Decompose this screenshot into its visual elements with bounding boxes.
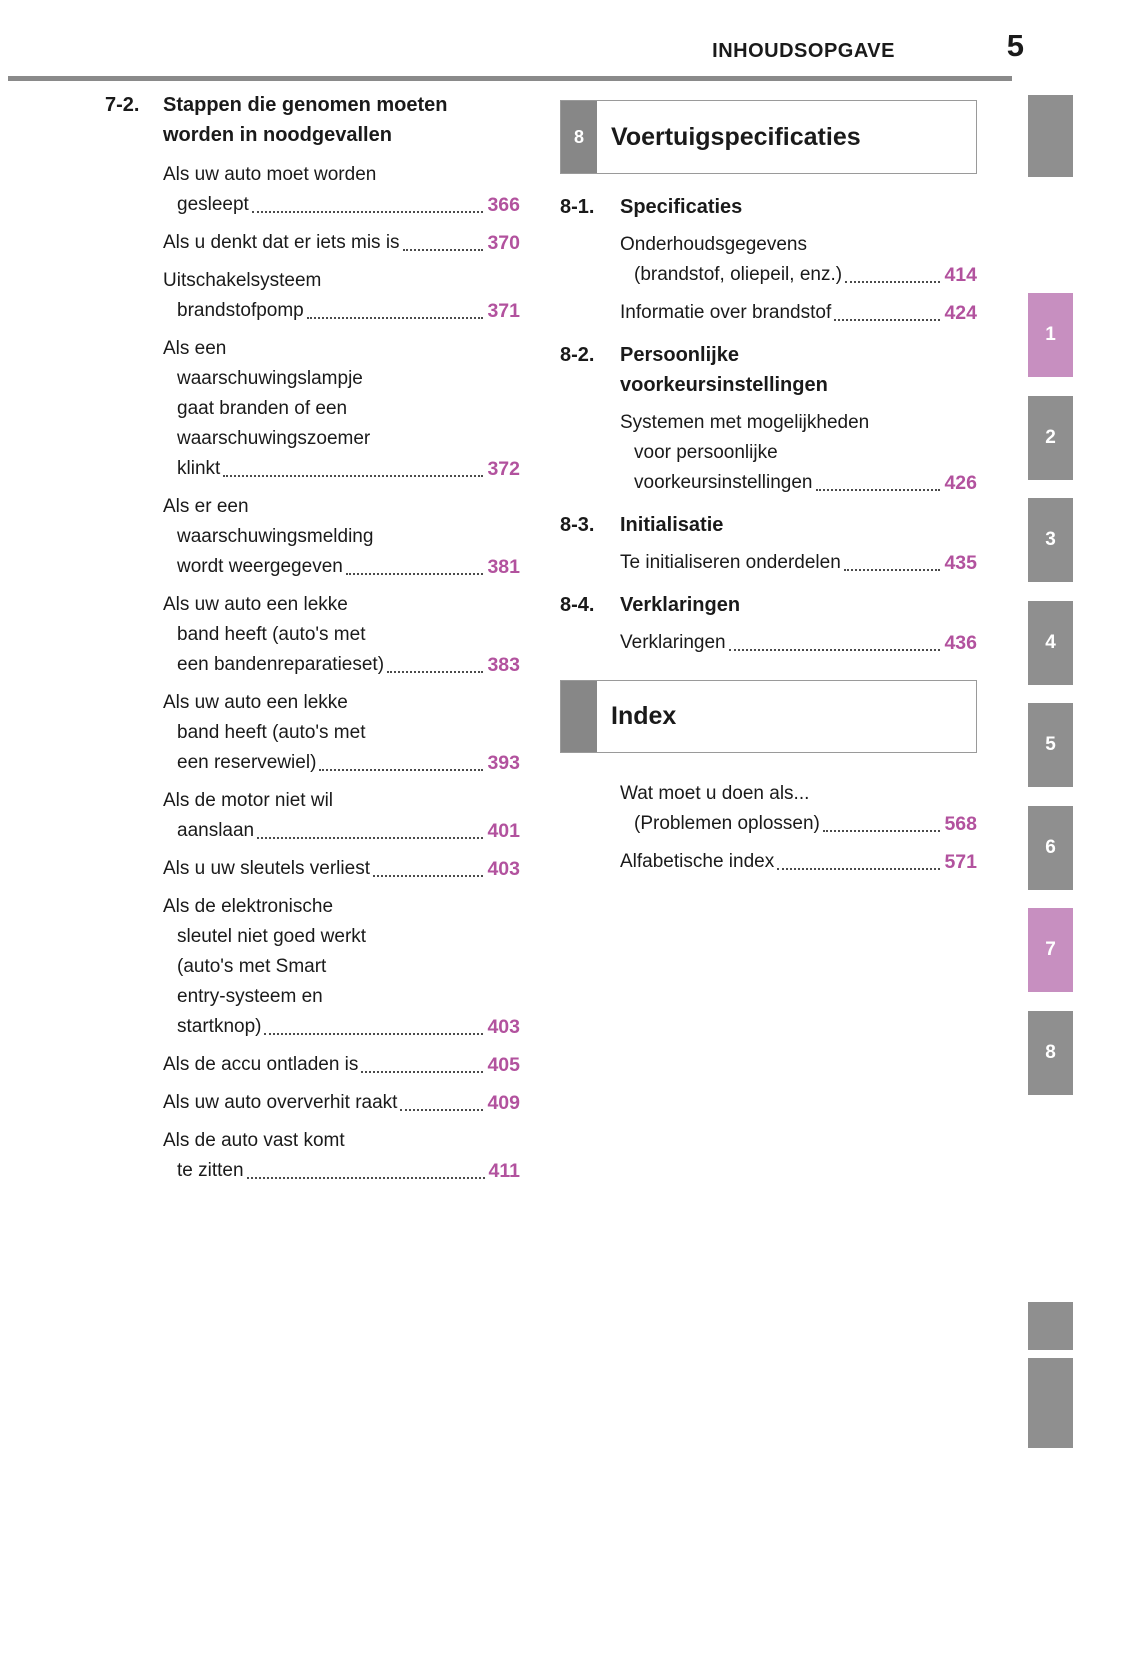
entry-last-line — [620, 260, 977, 290]
entry-last-line — [163, 296, 520, 326]
toc-entry — [163, 892, 520, 1042]
entry-last-line — [163, 650, 520, 680]
dot-leader — [387, 671, 483, 673]
entry-last-line — [620, 468, 977, 498]
chapter-tab-6: 6 — [1028, 806, 1073, 890]
dot-leader — [307, 317, 484, 319]
toc-entry — [620, 847, 977, 877]
dot-leader — [823, 830, 941, 832]
entry-last-line — [620, 548, 977, 578]
entry-text-line: sleutel niet goed werkt — [177, 926, 367, 947]
entry-page-number: 370 — [487, 232, 520, 254]
entry-page-number: 383 — [487, 654, 520, 676]
entry-page-number: 366 — [487, 194, 520, 216]
dot-leader — [729, 649, 941, 651]
entry-text-line: Als een — [163, 338, 227, 359]
dot-leader — [777, 868, 940, 870]
index-box-tab — [561, 681, 597, 752]
dot-leader — [257, 837, 483, 839]
entry-text: Te initialiseren onderdelen — [620, 552, 841, 573]
entry-last-line — [163, 454, 520, 484]
entry-text-line: waarschuwingszoemer — [177, 428, 371, 449]
section-title-line: Initialisatie — [620, 514, 724, 536]
chapter-sections — [560, 192, 977, 658]
entry-text: aanslaan — [177, 820, 255, 841]
toc-entry — [163, 786, 520, 846]
entry-text-line: Als uw auto een lekke — [163, 692, 348, 713]
entry-text-line: Als uw auto moet worden — [163, 164, 377, 185]
toc-entries-left — [163, 160, 520, 1186]
section-entries — [620, 548, 977, 578]
section-heading — [560, 510, 977, 540]
section-title-line: Stappen die genomen moeten — [163, 94, 448, 116]
section-title — [620, 340, 828, 400]
entry-text: klinkt — [177, 458, 221, 479]
section-title — [620, 590, 740, 620]
entry-text: startknop) — [177, 1016, 262, 1037]
entry-text: wordt weergegeven — [177, 556, 343, 577]
section-heading — [560, 340, 977, 400]
toc-entry — [163, 1126, 520, 1186]
entry-page-number: 414 — [944, 264, 977, 286]
section-number: 8-4. — [560, 594, 595, 616]
toc-entry — [163, 334, 520, 484]
entry-page-number: 424 — [944, 302, 977, 324]
toc-entry — [163, 1088, 520, 1118]
entry-text-line: Als de elektronische — [163, 896, 334, 917]
entry-text: Als u denkt dat er iets mis is — [163, 232, 400, 253]
dot-leader — [361, 1071, 483, 1073]
section-title-line: voorkeursinstellingen — [620, 374, 828, 396]
entry-text: brandstofpomp — [177, 300, 304, 321]
header-page-number: 5 — [1006, 28, 1024, 63]
entry-text: gesleept — [177, 194, 249, 215]
entry-page-number: 403 — [487, 1016, 520, 1038]
entry-text: Als de accu ontladen is — [163, 1054, 359, 1075]
entry-text-line: Onderhoudsgegevens — [620, 234, 807, 255]
entry-text-line: Wat moet u doen als... — [620, 783, 810, 804]
index-box — [560, 680, 977, 753]
entry-text: Als u uw sleutels verliest — [163, 858, 370, 879]
entry-page-number: 411 — [488, 1160, 520, 1182]
entry-text: Alfabetische index — [620, 851, 775, 872]
entry-page-number: 409 — [487, 1092, 520, 1114]
section-title — [620, 192, 742, 222]
entry-text-line: Als de motor niet wil — [163, 790, 334, 811]
toc-entry — [163, 228, 520, 258]
entry-page-number: 436 — [944, 632, 977, 654]
chapter-tab-blank — [1028, 1302, 1073, 1350]
entry-last-line — [620, 628, 977, 658]
entry-last-line — [163, 228, 520, 258]
entry-text-line: Als er een — [163, 496, 249, 517]
toc-entry — [620, 548, 977, 578]
entry-page-number: 393 — [487, 752, 520, 774]
section-entries — [620, 628, 977, 658]
header-rule — [8, 76, 1012, 81]
dot-leader — [223, 475, 483, 477]
entry-page-number: 435 — [944, 552, 977, 574]
chapter-box-title: Voertuigspecificaties — [611, 122, 861, 151]
section-number: 8-1. — [560, 196, 595, 218]
chapter-tab-8: 8 — [1028, 1011, 1073, 1095]
entry-page-number: 371 — [487, 300, 520, 322]
section-heading — [560, 590, 977, 620]
entry-text-line: gaat branden of een — [177, 398, 348, 419]
dot-leader — [252, 211, 484, 213]
toc-entry — [620, 298, 977, 328]
section-heading — [560, 192, 977, 222]
dot-leader — [816, 489, 941, 491]
toc-entry — [620, 408, 977, 498]
section-number: 8-2. — [560, 344, 595, 366]
section-number: 8-3. — [560, 514, 595, 536]
entry-text-line: Uitschakelsysteem — [163, 270, 322, 291]
entry-page-number: 426 — [944, 472, 977, 494]
index-box-title: Index — [611, 702, 677, 730]
entry-last-line — [620, 847, 977, 877]
section-title-line: Specificaties — [620, 196, 743, 218]
entry-last-line — [163, 748, 520, 778]
chapter-tab-blank — [1028, 95, 1073, 177]
chapter-box — [560, 100, 977, 174]
entry-last-line — [163, 1088, 520, 1118]
entry-text: (Problemen oplossen) — [634, 813, 820, 834]
entry-text: Informatie over brandstof — [620, 302, 832, 323]
entry-last-line — [163, 816, 520, 846]
section-title — [163, 90, 447, 150]
entry-last-line — [620, 809, 977, 839]
dot-leader — [834, 319, 940, 321]
toc-entry — [163, 160, 520, 220]
toc-entry — [620, 779, 977, 839]
entry-page-number: 403 — [487, 858, 520, 880]
entry-text: Als uw auto oververhit raakt — [163, 1092, 398, 1113]
toc-entry — [163, 854, 520, 884]
dot-leader — [346, 573, 484, 575]
chapter-tab-7: 7 — [1028, 908, 1073, 992]
dot-leader — [403, 249, 484, 251]
dot-leader — [845, 281, 940, 283]
toc-entry — [620, 230, 977, 290]
chapter-tab-2: 2 — [1028, 396, 1073, 480]
dot-leader — [844, 569, 941, 571]
chapter-box-tab: 8 — [561, 101, 597, 173]
entry-last-line — [163, 1050, 520, 1080]
entry-text-line: Als de auto vast komt — [163, 1130, 345, 1151]
dot-leader — [247, 1177, 485, 1179]
dot-leader — [319, 769, 483, 771]
toc-entries-index — [620, 779, 977, 877]
entry-text-line: (auto's met Smart — [177, 956, 327, 977]
left-column — [105, 90, 520, 1194]
entry-text-line: band heeft (auto's met — [177, 624, 366, 645]
entry-text-line: Systemen met mogelijkheden — [620, 412, 870, 433]
entry-text-line: waarschuwingsmelding — [177, 526, 374, 547]
entry-page-number: 372 — [487, 458, 520, 480]
entry-text: een bandenreparatieset) — [177, 654, 385, 675]
entry-page-number: 571 — [944, 851, 977, 873]
entry-page-number: 405 — [487, 1054, 520, 1076]
section-title-line: Persoonlijke — [620, 344, 739, 366]
toc-entry — [163, 590, 520, 680]
entry-last-line — [620, 298, 977, 328]
toc-entry — [620, 628, 977, 658]
dot-leader — [400, 1109, 483, 1111]
section-title-line: worden in noodgevallen — [163, 124, 392, 146]
dot-leader — [373, 875, 483, 877]
entry-text: Verklaringen — [620, 632, 726, 653]
entry-text-line: band heeft (auto's met — [177, 722, 366, 743]
right-column — [560, 100, 977, 885]
entry-text-line: waarschuwingslampje — [177, 368, 363, 389]
chapter-tab-4: 4 — [1028, 601, 1073, 685]
entry-text: een reservewiel) — [177, 752, 317, 773]
entry-text-line: voor persoonlijke — [634, 442, 778, 463]
section-title-line: Verklaringen — [620, 594, 741, 616]
entry-last-line — [163, 1012, 520, 1042]
entry-text: voorkeursinstellingen — [634, 472, 813, 493]
dot-leader — [264, 1033, 483, 1035]
entry-last-line — [163, 190, 520, 220]
chapter-tab-blank — [1028, 1358, 1073, 1448]
section-title — [620, 510, 723, 540]
entry-last-line — [163, 1156, 520, 1186]
section-entries — [620, 408, 977, 498]
section-heading-7-2 — [105, 90, 520, 150]
header-title: INHOUDSOPGAVE — [712, 40, 895, 62]
entry-page-number: 401 — [487, 820, 520, 842]
toc-entry — [163, 492, 520, 582]
entry-last-line — [163, 854, 520, 884]
chapter-tab-3: 3 — [1028, 498, 1073, 582]
entry-text: te zitten — [177, 1160, 244, 1181]
entry-text: (brandstof, oliepeil, enz.) — [634, 264, 843, 285]
chapter-tab-5: 5 — [1028, 703, 1073, 787]
entry-page-number: 568 — [944, 813, 977, 835]
toc-entry — [163, 1050, 520, 1080]
toc-entry — [163, 266, 520, 326]
section-entries — [620, 230, 977, 328]
entry-last-line — [163, 552, 520, 582]
entry-text-line: Als uw auto een lekke — [163, 594, 348, 615]
chapter-tab-1: 1 — [1028, 293, 1073, 377]
toc-entry — [163, 688, 520, 778]
entry-text-line: entry-systeem en — [177, 986, 323, 1007]
section-number: 7-2. — [105, 94, 140, 116]
entry-page-number: 381 — [487, 556, 520, 578]
